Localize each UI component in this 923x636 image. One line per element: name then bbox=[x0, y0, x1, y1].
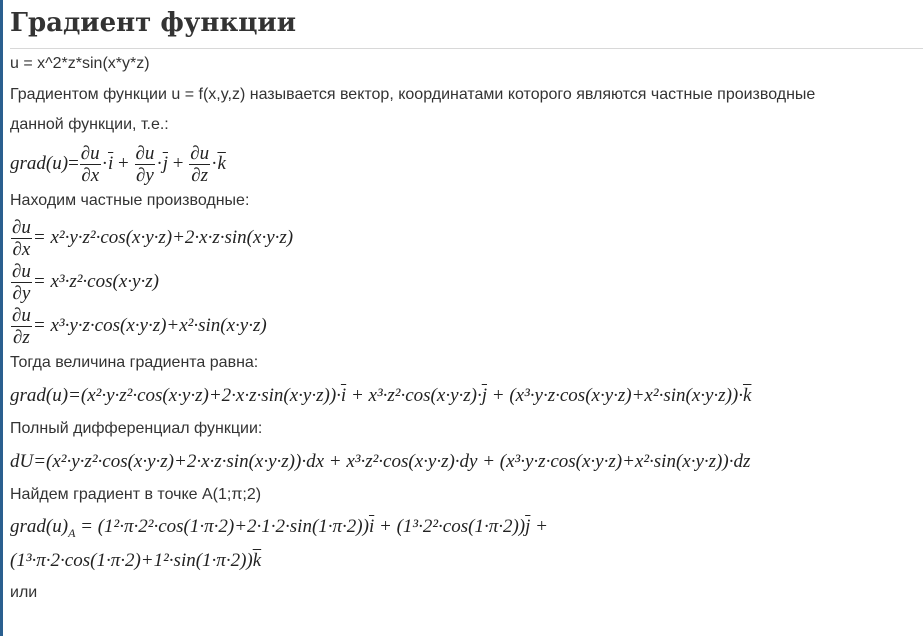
function-definition: u = x^2*z*sin(x*y*z) bbox=[10, 55, 150, 72]
title-divider bbox=[10, 48, 923, 49]
partial-derivative-x bbox=[10, 216, 923, 260]
unit-vector-k: $\overline{k}$ bbox=[217, 153, 226, 174]
point-heading: Найдем градиент в точке A(1;π;2) bbox=[10, 486, 262, 503]
partial-x-expression: = x²·y·z²·cos(x·y·z)+2·x·z·sin(x·y·z) bbox=[32, 227, 294, 248]
du-dx-fraction: $\frac{\partial u}{\partial x}$ bbox=[80, 142, 100, 186]
magnitude-heading: Тогда величина градиента равна: bbox=[10, 354, 259, 371]
gradient-at-point-line2: $(1^3\cdot\pi\cdot 2\cdot\cos(1\cdot\pi\cdot 2)+1^2\cdot\sin(1\cdot\pi\cdot 2))\overline{k}$ bbox=[10, 550, 262, 571]
total-differential-expression: dU=(x²·y·z²·cos(x·y·z)+2·x·z·sin(x·y·z))·dx + x³·z²·cos(x·y·z)·dy + (x³·y·z·cos(x·y·z)+x²·sin(x·y·z))·dz bbox=[10, 451, 751, 472]
du-dz-fraction: $\frac{\partial u}{\partial z}$ bbox=[190, 142, 210, 186]
gradient-full-expression: $grad(u)=(x^2\cdot y\cdot z^2\cdot\cos(x\cdot y\cdot z)+2\cdot x\cdot z\cdot\sin(x\cdot y\cdot z))\cdot\overline{i} + x^3\cdot z^2\cdot\cos(x\cdot y\cdot z)\cdot\overline{j} + (x^3\cdot y\cdot z\cdot\cos(x\cdot y\cdot z)+x^2\cdot\sin(x\cdot y\cdot z))\cdot\overline{k}$ bbox=[10, 385, 752, 406]
partial-derivative-y bbox=[10, 260, 923, 304]
left-accent-bar bbox=[0, 0, 3, 636]
grad-eq: = bbox=[68, 153, 79, 174]
gradient-definition-line1: Градиентом функции u = f(x,y,z) называется вектор, координатами которого являются частные производные bbox=[10, 86, 816, 103]
partial-y-fraction: $\frac{\partial u}{\partial y}$ bbox=[12, 260, 31, 304]
gradient-definition-line2: данной функции, т.е.: bbox=[10, 116, 169, 133]
partial-y-expression: = x³·z²·cos(x·y·z) bbox=[32, 271, 159, 292]
page-title: Градиент функции bbox=[10, 8, 296, 38]
unit-vector-j: $\overline{j}$ bbox=[162, 153, 168, 174]
unit-vector-i: $\overline{i}$ bbox=[108, 153, 114, 174]
partial-z-expression: = x³·y·z·cos(x·y·z)+x²·sin(x·y·z) bbox=[32, 315, 267, 336]
gradient-formula: grad(u) = $\frac{\partial u}{\partial x}$ · $\overline{i}$ + $\frac{\partial u}{\partial y}$ · $\overline{j}$ + $\frac{\partial u}{\partial z}$ · $\overline{k}$ bbox=[10, 142, 226, 186]
content bbox=[10, 0, 923, 608]
partial-x-fraction: $\frac{\partial u}{\partial x}$ bbox=[12, 216, 31, 260]
or-text: или bbox=[10, 584, 38, 601]
du-dy-fraction: $\frac{\partial u}{\partial y}$ bbox=[135, 142, 155, 186]
grad-lhs: grad(u) bbox=[10, 153, 69, 174]
partial-derivative-z bbox=[10, 304, 923, 348]
differential-heading: Полный дифференциал функции: bbox=[10, 420, 263, 437]
partial-z-fraction: $\frac{\partial u}{\partial z}$ bbox=[12, 304, 31, 348]
partials-heading: Находим частные производные: bbox=[10, 192, 250, 209]
gradient-at-point-line1: $grad(u)_A = (1^2\cdot\pi\cdot 2^2\cdot\cos(1\cdot\pi\cdot 2)+2\cdot 1\cdot 2\cdot\sin(1\cdot\pi\cdot 2))\overline{i} + (1^3\cdot 2^2\cdot\cos(1\cdot\pi\cdot 2))\overline{j}$ + bbox=[10, 516, 548, 540]
